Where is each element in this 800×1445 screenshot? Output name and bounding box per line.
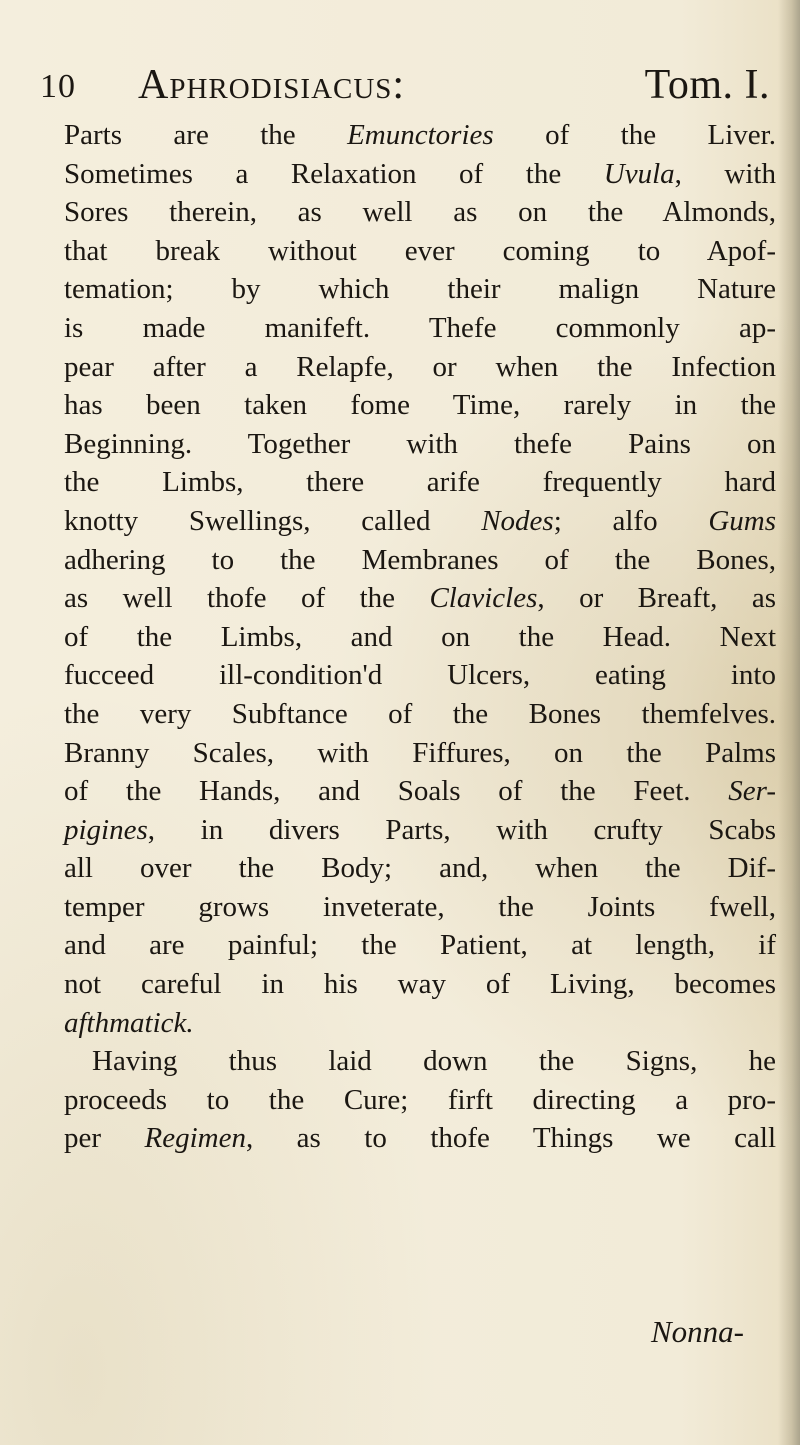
- text-line: [64, 579, 776, 618]
- catchword: Nonna-: [651, 1314, 744, 1349]
- text-segment: adhering to the Membranes of the Bones,: [64, 543, 776, 576]
- text-line: [64, 425, 776, 464]
- text-segment: , as to thofe Things we call: [245, 1122, 776, 1155]
- text-line: [64, 1004, 776, 1043]
- text-segment: as well thofe of the: [64, 582, 430, 615]
- text-segment: and are painful; the Patient, at length, if: [64, 929, 776, 962]
- italic-text: Uvula: [603, 157, 675, 190]
- text-segment: of the Limbs, and on the Head. Next: [64, 620, 776, 653]
- text-line: [64, 270, 776, 309]
- text-segment: the Limbs, there arife frequently hard: [64, 466, 776, 499]
- text-segment: has been taken fome Time, rarely in the: [64, 389, 776, 422]
- text-segment: Sores therein, as well as on the Almonds,: [64, 196, 776, 229]
- text-line: [64, 888, 776, 927]
- italic-text: Gums: [708, 504, 776, 537]
- text-segment: that break without ever coming to Apof-: [64, 234, 776, 267]
- text-line: [64, 232, 776, 271]
- text-line: [64, 772, 776, 811]
- text-segment: , in divers Parts, with crufty Scabs: [147, 813, 776, 846]
- italic-text: pigines: [64, 813, 148, 846]
- text-line: [64, 309, 776, 348]
- text-segment: of the Hands, and Soals of the Feet.: [64, 775, 729, 808]
- text-segment: Having thus laid down the Signs, he: [92, 1045, 776, 1078]
- body-text: [64, 116, 776, 1158]
- text-segment: the very Subftance of the Bones themfelves.: [64, 697, 776, 730]
- text-line: [64, 656, 776, 695]
- italic-text: Nodes: [481, 504, 554, 537]
- text-segment: knotty Swellings, called: [64, 504, 482, 537]
- tome-label: Tom. I.: [644, 62, 770, 108]
- text-line: [64, 926, 776, 965]
- text-segment: temper grows inveterate, the Joints fwell,: [64, 890, 776, 923]
- text-segment: per: [64, 1122, 145, 1155]
- text-line: [64, 811, 776, 850]
- text-segment: pear after a Relapfe, or when the Infection: [64, 350, 776, 383]
- running-head: [40, 60, 770, 110]
- italic-text: Regimen: [144, 1122, 246, 1155]
- text-segment: proceeds to the Cure; firft directing a pro-: [64, 1083, 776, 1116]
- text-line: [64, 734, 776, 773]
- text-line: [64, 1119, 776, 1158]
- text-line: [64, 386, 776, 425]
- text-segment: ; alfo: [553, 504, 709, 537]
- text-segment: of the Liver.: [493, 119, 776, 151]
- text-line: [64, 618, 776, 657]
- italic-text: Ser-: [728, 775, 776, 808]
- text-line: [64, 502, 776, 541]
- text-segment: Sometimes a Relaxation of the: [64, 157, 604, 190]
- text-segment: Branny Scales, with Fiffures, on the Palms: [64, 736, 776, 769]
- text-line: [64, 965, 776, 1004]
- text-segment: Beginning. Together with thefe Pains on: [64, 427, 776, 460]
- text-segment: , or Breaft, as: [537, 582, 776, 615]
- text-line: [64, 695, 776, 734]
- text-line: [64, 541, 776, 580]
- text-line: [64, 1081, 776, 1120]
- text-line: [64, 849, 776, 888]
- text-segment: , with: [674, 157, 776, 190]
- running-title: Aphrodisiacus:: [138, 62, 406, 108]
- text-line: [64, 1042, 776, 1081]
- text-line: [64, 116, 776, 155]
- italic-text: afthmatick.: [64, 1006, 194, 1039]
- text-line: [64, 348, 776, 387]
- text-line: [64, 193, 776, 232]
- text-line: [64, 463, 776, 502]
- text-segment: all over the Body; and, when the Dif-: [64, 852, 776, 885]
- text-segment: temation; by which their malign Nature: [64, 273, 776, 306]
- text-segment: Parts are the: [64, 119, 348, 151]
- text-segment: fucceed ill-condition'd Ulcers, eating into: [64, 659, 776, 692]
- text-line: [64, 155, 776, 194]
- text-segment: is made manifeft. Thefe commonly ap-: [64, 311, 776, 344]
- italic-text: Emunctories: [347, 119, 494, 151]
- italic-text: Clavicles: [429, 582, 538, 615]
- text-segment: not careful in his way of Living, becomes: [64, 968, 776, 1001]
- page-number: 10: [40, 68, 76, 105]
